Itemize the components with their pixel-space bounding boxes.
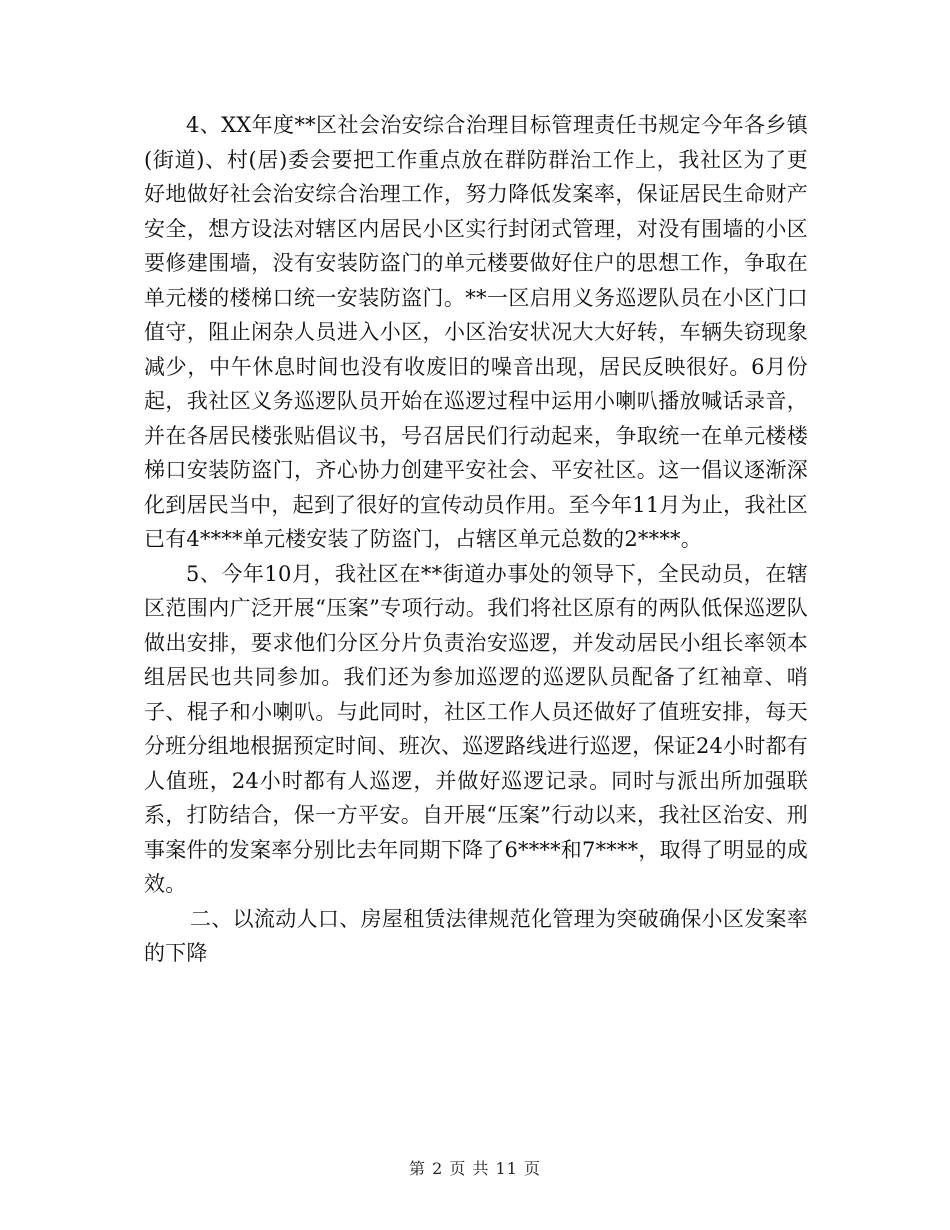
page-number: 第 2 页 共 11 页 [409,1159,541,1178]
paragraph-item-5: 5、今年10月，我社区在**街道办事处的领导下，全民动员，在辖区范围内广泛开展“压案”专项行动。我们将社区原有的两队低保巡逻队做出安排，要求他们分区分片负责治安巡逻，并发动居民小组长率领本组居民也共同参加。我们还为参加巡逻的巡逻队员配备了红袖章、哨子、棍子和小喇叭。与此同时，社区工作人员还做好了值班安排，每天分班分组地根据预定时间、班次、巡逻路线进行巡逻，保证24小时都有人值班，24小时都有人巡逻，并做好巡逻记录。同时与派出所加强联系，打防结合，保一方平安。自开展“压案”行动以来，我社区治安、刑事案件的发案率分别比去年同期下降了6****和7****，取得了明显的成效。 [144,561,808,896]
page-footer [0,1156,950,1179]
section-heading: 二、以流动人口、房屋租赁法律规范化管理为突破确保小区发案率的下降 [144,906,808,965]
paragraph-item-4: 4、XX年度**区社会治安综合治理目标管理责任书规定今年各乡镇(街道)、村(居)委会要把工作重点放在群防群治工作上，我社区为了更好地做好社会治安综合治理工作，努力降低发案率，保证居民生命财产安全，想方设法对辖区内居民小区实行封闭式管理，对没有围墙的小区要修建围墙，没有安装防盗门的单元楼要做好住户的思想工作，争取在单元楼的楼梯口统一安装防盗门。**一区启用义务巡逻队员在小区门口值守，阻止闲杂人员进入小区，小区治安状况大大好转，车辆失窃现象减少，中午休息时间也没有收废旧的噪音出现，居民反映很好。6月份起，我社区义务巡逻队员开始在巡逻过程中运用小喇叭播放喊话录音，并在各居民楼张贴倡议书，号召居民们行动起来，争取统一在单元楼楼梯口安装防盗门，齐心协力创建平安社会、平安社区。这一倡议逐渐深化到居民当中，起到了很好的宣传动员作用。至今年11月为止，我社区已有4****单元楼安装了防盗门，占辖区单元总数的2****。 [144,113,808,551]
document-body [144,108,808,971]
